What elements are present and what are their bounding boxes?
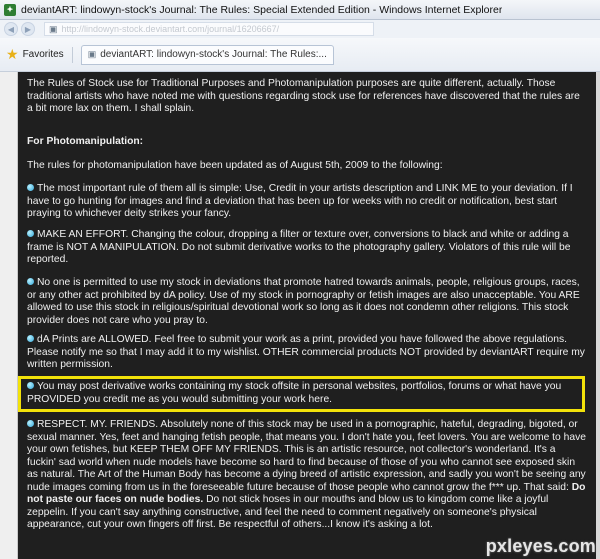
update-note: The rules for photomanipulation have been updated as of August 5th, 2009 to the following: — [27, 160, 443, 171]
bullet-icon — [27, 382, 34, 389]
rule-text-end: Do not stick hoses in our mouths and blow us to kingdom come like a joyful zeppelin. If you can't say anything constructive, and feel the need to comment negatively on someone's physical appearance, cut your own fingers off first. Be respectful of others...I know it's asking a lot. — [27, 494, 549, 530]
rule-item — [27, 334, 587, 372]
rule-item-highlighted — [27, 381, 587, 406]
rule-item — [27, 419, 587, 532]
page-content[interactable] — [0, 72, 600, 559]
site-favicon-icon: ▣ — [49, 23, 58, 34]
rule-text: MAKE AN EFFORT. Changing the colour, dropping a filter or texture over, conversions to black and white or adding a frame is NOT A MANIPULATION. Do not submit derivative works to the photography gallery. Violators of this rule will be reported. — [27, 229, 571, 265]
rule-text: RESPECT. MY. FRIENDS. Absolutely none of this stock may be used in a pornographic, hateful, degrading, bigoted, or sexual manner. Yes, feet and hanging fetish people, that means you. I don't hate you, feet lovers. You are welcome to have your own fetishes, but KEEP THEM OFF MY FRIENDS. This is an artistic resource, not collector's wonderland. It's a fuckin' sad world when nude models have become so hard to find because of those of you who cannot see exposed skin as natural. The Art of the Human Body has become a dying breed of artistic expression, and sadly you won't be seeing any nude images coming from us in the foreseeable future because of those people who cannot grow the f*** up. That said: — [27, 419, 586, 493]
url-box[interactable] — [44, 22, 374, 36]
window-title: deviantART: lindowyn-stock's Journal: The Rules: Special Extended Edition - Windows Internet Explorer — [21, 3, 503, 16]
journal-body — [18, 72, 596, 559]
section-heading: For Photomanipulation: — [27, 136, 144, 147]
rule-text: dA Prints are ALLOWED. Feel free to submit your work as a print, provided you have followed the above regulations. Please notify me so that I may add it to my wishlist. OTHER commercial products NOT provided by deviantART require my written permission. — [27, 334, 585, 370]
address-bar — [0, 20, 600, 38]
journal-intro: The Rules of Stock use for Traditional Purposes and Photomanipulation purposes are quite different, actually. Those traditional artists who have noted me with questions regarding stock use for references have discovered that the rules are a bit more lax on them. I shall splain. — [27, 78, 580, 114]
browser-tab[interactable] — [81, 45, 334, 65]
window-titlebar — [0, 0, 600, 20]
bullet-icon — [27, 184, 34, 191]
rule-item — [27, 183, 587, 221]
rule-text: You may post derivative works containing my stock offsite in personal websites, portfolios, forums or what have you PROVIDED you credit me as you would submitting your work here. — [27, 381, 562, 405]
deviantart-icon: ✦ — [4, 4, 16, 16]
rule-emphasis: Do not paste our faces on nude bodies. — [27, 481, 586, 505]
tab-label: deviantART: lindowyn-stock's Journal: The Rules:... — [100, 49, 327, 60]
page-left-margin — [0, 72, 18, 559]
site-watermark: pxleyes.com — [485, 536, 596, 556]
bullet-icon — [27, 278, 34, 285]
bullet-icon — [27, 420, 34, 427]
tab-favicon-icon: ▣ — [87, 49, 97, 59]
bullet-icon — [27, 230, 34, 237]
back-arrow-icon[interactable]: ◀ — [4, 22, 18, 36]
forward-arrow-icon[interactable]: ▶ — [21, 22, 35, 36]
favorites-button[interactable]: Favorites — [22, 49, 64, 60]
url-input[interactable] — [62, 24, 362, 34]
toolbar-divider — [72, 47, 73, 63]
favorites-star-icon[interactable]: ★ — [6, 46, 19, 62]
rule-item — [27, 277, 587, 327]
favorites-bar — [0, 38, 600, 72]
rule-text: The most important rule of them all is simple: Use, Credit in your artists description and LINK ME to your deviation. If I have to go hunting for images and find a deviation that has been up for weeks with no credit or notification, best start praying to whichever deity strikes your fancy. — [27, 183, 573, 219]
bullet-icon — [27, 335, 34, 342]
rule-text: No one is permitted to use my stock in deviations that promote hatred towards animals, people, religious groups, races, or any other act prohibited by dA policy. Use of my stock in pornography or fetish images are also unacceptable. You ARE allowed to use this stock in religious/spiritual devotional work so long as it does not condemn other religions. This stock provider does not care who you pray to. — [27, 277, 580, 326]
rule-item — [27, 229, 587, 267]
